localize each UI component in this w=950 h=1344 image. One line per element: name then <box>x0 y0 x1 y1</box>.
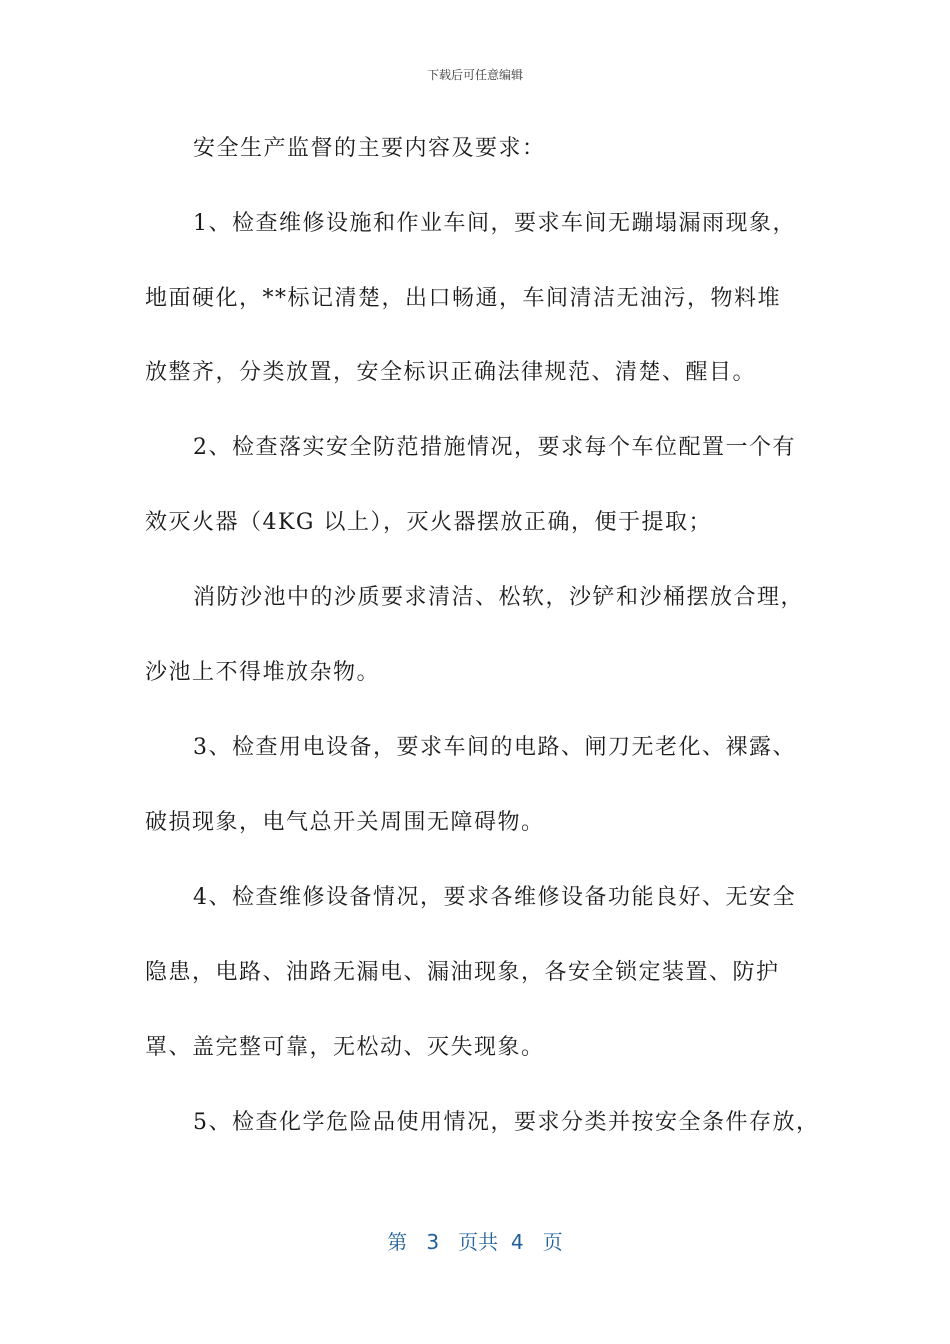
body-line-3: 地面硬化，**标记清楚，出口畅通，车间清洁无油污，物料堆 <box>145 286 782 311</box>
body-line-8: 沙池上不得堆放杂物。 <box>145 660 381 685</box>
footer-prefix: 第 <box>387 1230 408 1254</box>
body-line-9: 3、检查用电设备，要求车间的电路、闸刀无老化、裸露、 <box>193 735 796 760</box>
footer-current-page: 3 <box>426 1230 440 1254</box>
footer-total-pages: 4 <box>510 1230 524 1254</box>
footer-suffix: 页 <box>542 1230 563 1254</box>
body-line-13: 罩、盖完整可靠，无松动、灭失现象。 <box>145 1035 545 1060</box>
body-line-5: 2、检查落实安全防范措施情况，要求每个车位配置一个有 <box>193 435 796 460</box>
body-line-10: 破损现象，电气总开关周围无障碍物。 <box>145 810 545 835</box>
page-footer <box>0 1226 950 1255</box>
body-line-7: 消防沙池中的沙质要求清洁、松软，沙铲和沙桶摆放合理， <box>193 585 805 610</box>
body-line-12: 隐患，电路、油路无漏电、漏油现象，各安全锁定装置、防护 <box>145 960 780 985</box>
body-line-14: 5、检查化学危险品使用情况，要求分类并按安全条件存放， <box>193 1110 820 1135</box>
header-note: 下载后可任意编辑 <box>426 68 523 82</box>
body-line-11: 4、检查维修设备情况，要求各维修设备功能良好、无安全 <box>193 885 796 910</box>
footer-middle: 页共 <box>458 1230 499 1254</box>
body-line-4: 放整齐，分类放置，安全标识正确法律规范、清楚、醒目。 <box>145 360 757 385</box>
body-line-6: 效灭火器（4KG 以上），灭火器摆放正确，便于提取； <box>145 510 713 535</box>
body-line-1: 安全生产监督的主要内容及要求： <box>193 136 546 161</box>
body-line-2: 1、检查维修设施和作业车间，要求车间无蹦塌漏雨现象， <box>193 211 796 236</box>
